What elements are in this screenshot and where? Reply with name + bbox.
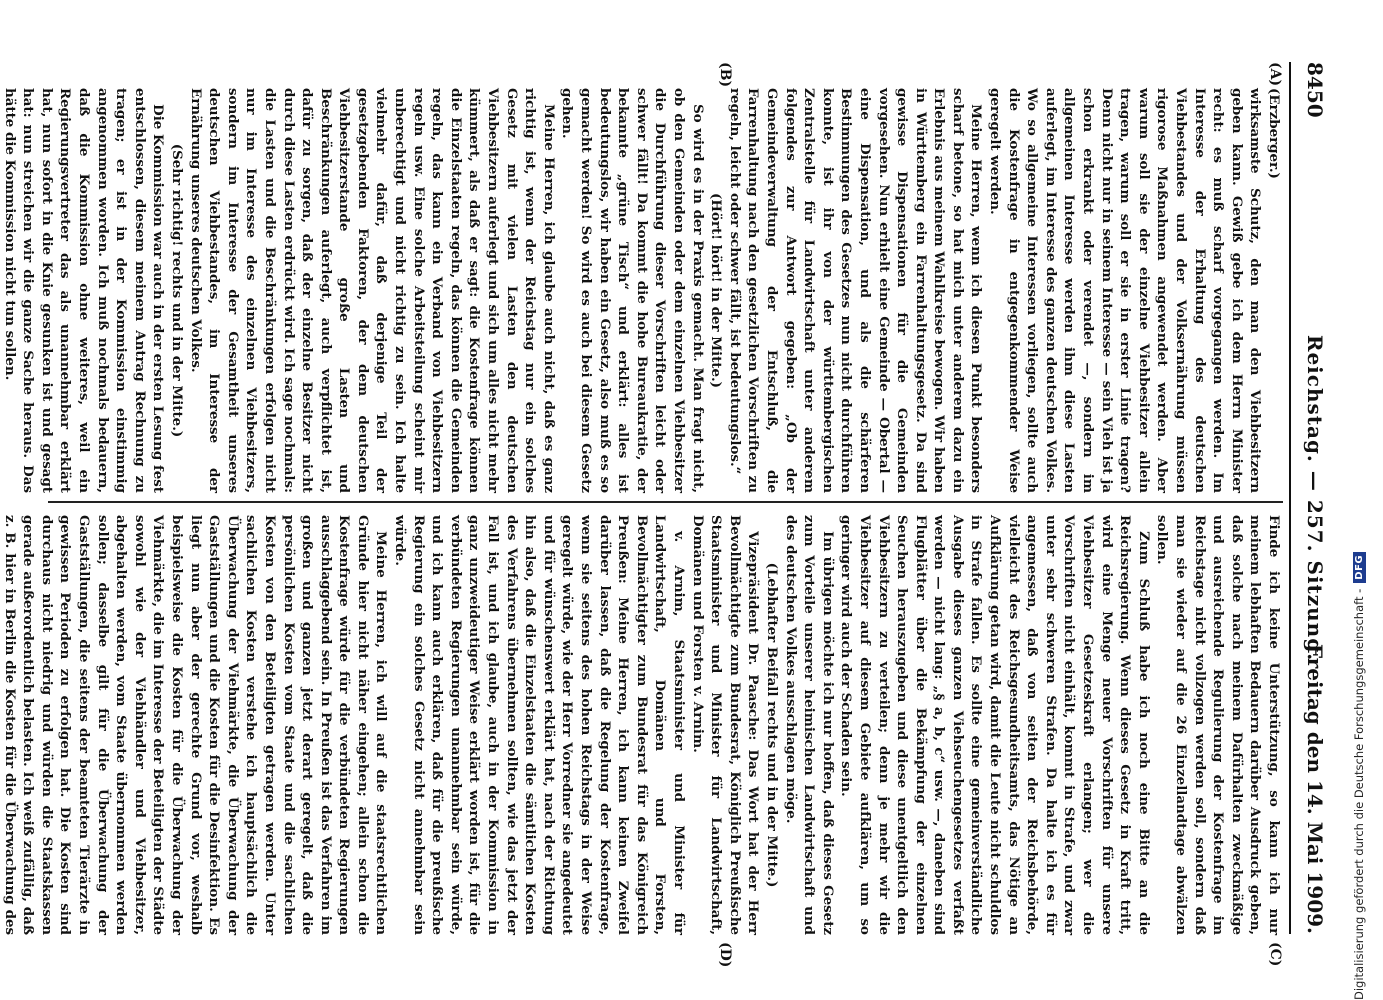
paragraph: Finde ich keine Unterstützung, so kann ich nur meinem lebhaften Bedauern darüber Ausdruck geben, daß solche nach meinem Dafürhalten zweckmäßige und ausreichende Regulierung der Kostenfrage im Reichstage nicht vollzogen werden soll, sondern daß man sie wieder auf die 26 Einzellandtage abwälzen sollen. [1154,515,1282,935]
left-column [1,88,1283,493]
margin-mark-b: (B) [717,62,733,88]
interjection: (Lebhafter Beifall rechts und in der Mitte.) [763,562,780,888]
margin-mark-a: (A) [1267,62,1283,87]
dfg-logo: DFG [1353,552,1366,583]
right-column [1,515,1283,935]
paragraph: Die Kommission war auch in der ersten Lesung fest entschlossen, diesem meinem Antrag Rechnung zu tragen; er ist in der Kommission einstimmig angenommen worden. Ich muß nochmals bedauern, daß die Kommission ohne weiteres, weil ein Regierungsvertreter das als unannehmbar erklärt hat, nun sofort in die Knie gesunken ist und gesagt hat: nun streichen wir die ganze Sache heraus. Das hätte die Kommission nicht tun sollen. [1,88,167,493]
interjection: (Sehr richtig! rechts und in der Mitte.) [168,143,185,438]
column-divider [48,501,1283,503]
paragraph: wirksamste Schutz, den man den Viehbesitzern geben kann. Gewiß gebe ich dem Herrn Minister recht: es muß scharf vorgegangen werden. Im Interesse der Erhaltung des deutschen Viehbestandes und der Volksernährung müssen rigorose Maßnahmen angewendet werden. Aber warum soll sie der einzelne Viehbesitzer allein tragen, warum soll er sie in erster Linie tragen? Denn nicht nur in seinem Interesse — sein Vieh ist ja schon erkrankt oder verendet —, sondern im allgemeinen Interesse werden ihm diese Lasten auferlegt, im Interesse des ganzen deutschen Volkes. Wo so allgemeine Interessen vorliegen, sollte auch die Kostenfrage in entgegenkommender Weise geregelt werden. [987,88,1264,493]
paragraph: Meine Herren, ich glaube auch nicht, daß es ganz richtig ist, wenn der Reichstag nur ein solches Gesetz mit vielen Lasten den deutschen Viehbesitzern auferlegt und sich um alles nicht mehr kümmert, als daß er sagt: die Kostenfrage können die Einzelstaaten regeln, das können die Gemeinden regeln, das kann ein Verband von Viehbesitzern regeln usw. Eine solche Arbeitsteilung scheint mir unberechtigt und nicht richtig zu sein. Ich halte vielmehr dafür, daß derjenige Teil der gesetzgebenden Faktoren, der dem deutschen Viehbesitzerstande große Lasten und Beschränkungen auferlegt, auch verpflichtet ist, dafür zu sorgen, daß der einzelne Besitzer nicht durch diese Lasten erdrückt wird. Ich sage nochmals: die Lasten und die Beschränkungen erfolgen nicht nur im Interesse des einzelnen Viehbesitzers, sondern im Interesse der Gesamtheit unseres deutschen Viehbestandes, im Interesse der Ernährung unseres deutschen Volkes. [187,88,557,493]
paragraph: So wird es in der Praxis gemacht. Man fragt nicht, ob den Gemeinden oder dem einzelnen Viehbesitzer die Durchführung dieser Vorschriften leicht oder schwer fällt! Da kommt die hohe Bureaukratie, der bekannte „grüne Tisch“ und erklärt: alles ist bedeutungslos, wir haben ein Gesetz, also muß es so gemacht werden! So wird es auch bei diesem Gesetz gehen. [559,88,706,493]
margin-mark-c: (C) [1267,942,1283,967]
paragraph: Meine Herren, wenn ich diesen Punkt besonders scharf betone, so hat mich unter anderem dazu ein Erlebnis aus meinem Wahlkreise bewogen. Wir haben in Württemberg ein Farrenhaltungsgesetz. Da sind gewisse Dispensationen für die Gemeinden vorgesehen. Nun erhielt eine Gemeinde — Obertal — eine Dispensation, und als die schärferen Bestimmungen des Gesetzes nun nicht durchführen konnte, ist ihr von der württembergischen Zentralstelle für Landwirtschaft unter anderem folgendes zur Antwort gegeben: „Ob der Gemeindeverwaltung der Entschluß, die Farrenhaltung nach den gesetzlichen Vorschriften zu regeln, leicht oder schwer fällt, ist bedeutungslos.“ [726,88,985,493]
paragraph: v. Arnim, Staatsminister und Minister für Landwirtschaft, Domänen und Forsten, Bevollmächtigter zum Bundesrat für das Königreich Preußen: Meine Herren, ich kann keinen Zweifel darüber lassen, daß die Regelung der Kostenfrage, wenn sie seitens des hohen Reichstags in der Weise geregelt würde, wie der Herr Vorredner sie angedeutet und für wünschenswert erklärt hat, nach der Richtung hin also, daß die Einzelstaaten die sämtlichen Kosten des Verfahrens übernehmen sollten, wie das jetzt der Fall ist, und ich glaube, auch in der Kommission in ganz unzweideutiger Weise erklärt worden ist, für die verbündeten Regierungen unannehmbar sein würde, und ich kann auch erklären, daß für die preußische Regierung ein solches Gesetz nicht annehmbar sein würde. [392,515,687,935]
paragraph: Zum Schluß habe ich noch eine Bitte an die Reichsregierung. Wenn dieses Gesetz in Kraft tritt, wird eine Menge neuer Vorschriften für unsere Viehbesitzer Gesetzeskraft erlangen; wer die Vorschriften nicht einhält, kommt in Strafe, und zwar unter sehr schweren Strafen. Da halte ich es für angemessen, daß von seiten der Reichsbehörde, vielleicht des Reichsgesundheitsamts, das Nötige an Aufklärung getan wird, damit die Leute nicht schuldlos in Strafe fallen. Es sollte eine gemeinverständliche Ausgabe dieses ganzen Viehseuchengesetzes verfaßt werden — nicht lang: „§ a, b, c“ usw. —, daneben sind Flugblätter über die Bekämpfung der einzelnen Seuchen herauszugeben und diese unentgeltlich den Viehbesitzern zu verteilen; denn je mehr wir die Viehbesitzer auf diesem Gebiete aufklären, um so geringer wird auch der Schaden sein. [838,515,1152,935]
margin-mark-d: (D) [717,942,733,968]
page-number: 8450 [1303,62,1327,118]
page-header [1297,62,1327,934]
session-title: Reichstag. — 257. Sitzung. [1303,334,1327,662]
paragraph: Im übrigen möchte ich nur hoffen, daß dieses Gesetz zum Vorteile unserer heimischen Landwirtschaft und des deutschen Volkes ausschlagen möge. [782,515,836,935]
paragraph: (Erzberger.) [1266,88,1282,179]
digitization-credit [1349,0,1369,1000]
interjection: (Hört! hört! in der Mitte.) [708,192,725,389]
header-rule [1289,62,1291,934]
session-date: Freitag den 14. Mai 1909. [1303,643,1327,934]
paragraph: Meine Herren, ich will auf die staatsrechtlichen Gründe hier nicht näher eingehen; allein schon die Kostenfrage würde für die verbündeten Regierungen ausschlaggebend sein. In Preußen ist das Verfahren im großen und ganzen jetzt derart geregelt, daß die persönlichen Kosten vom Staate und die sachlichen Kosten von den Beteiligten getragen werden. Unter sachlichen Kosten verstehe ich hauptsächlich die Überwachung der Viehmärkte, die Überwachung der Gastställungen und die Kosten für die Desinfektion. Es liegt nun aber der gerechte Grund vor, weshalb beispielsweise die Kosten für die Überwachung der Viehmärkte, die im Interesse der Beteiligten der Städte sowohl wie der Viehhändler und Viehbesitzer, abgehalten werden, vom Staate übernommen werden sollen; dasselbe gilt für die Überwachung der Gastställungen, die seitens der beamteten Tierärzte in gewissen Perioden zu erfolgen hat. Die Kosten sind durchaus nicht niedrig und würden die Staatskassen gerade außerordentlich belasten. Ich weiß zufällig, daß z. B. hier in Berlin die Kosten für die Überwachung des [1,515,390,935]
credit-text: Digitalisierung gefördert durch die Deutsche Forschungsgemeinschaft - [1352,588,1366,1000]
paragraph: Vizepräsident Dr. Paasche: Das Wort hat der Herr Bevollmächtigte zum Bundesrat, Königlich Preußische Staatsminister und Minister für Landwirtschaft, Domänen und Forsten v. Arnim. [689,515,762,935]
